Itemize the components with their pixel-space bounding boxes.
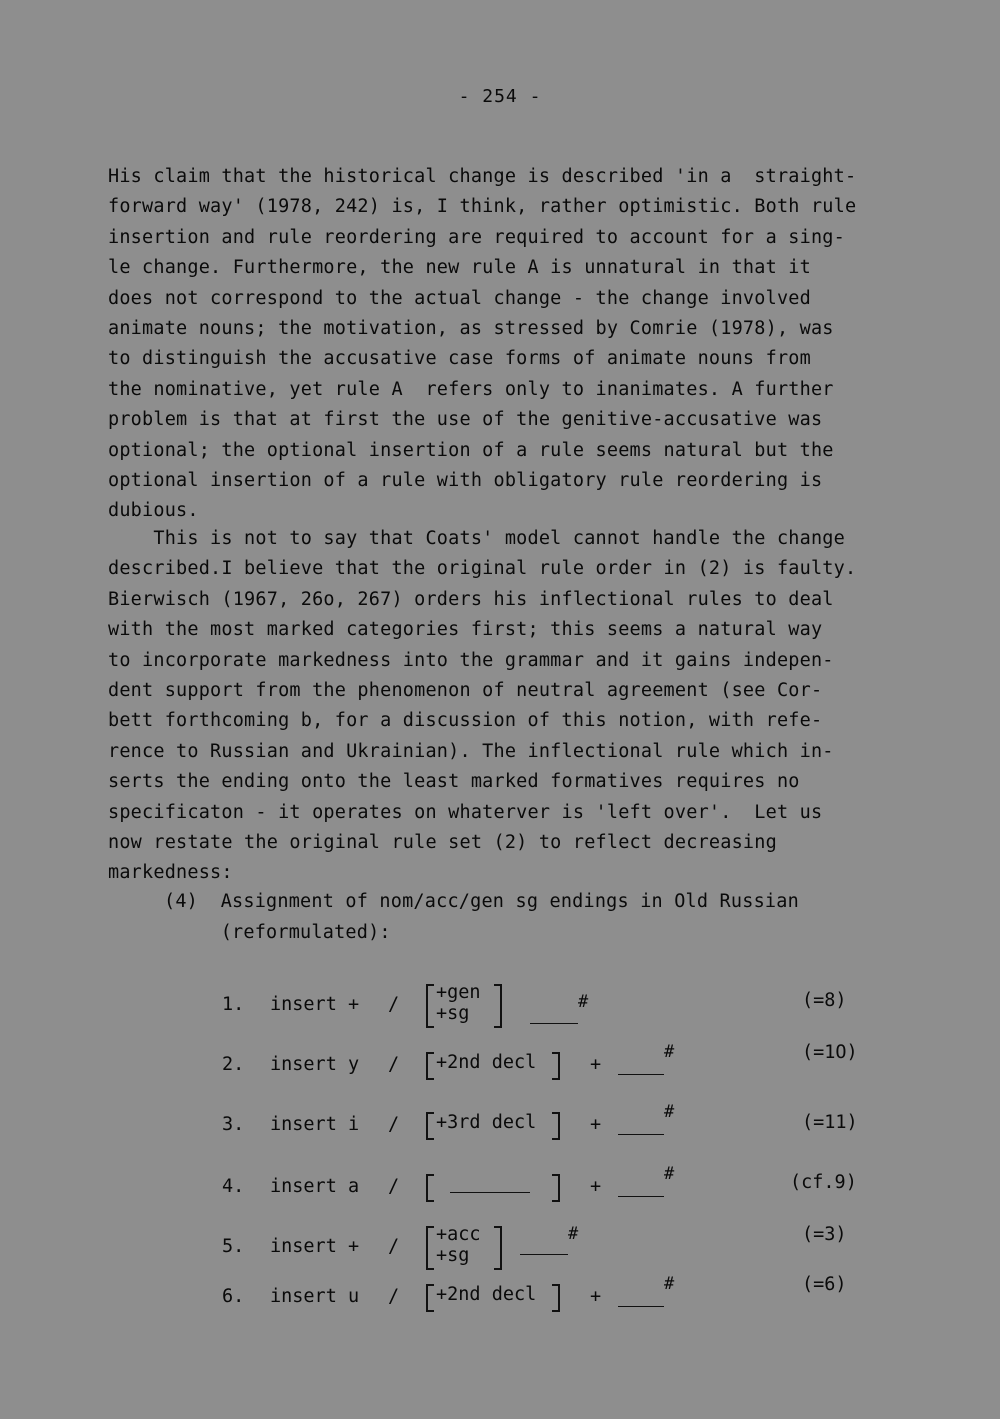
feature-value: +2nd decl (436, 1052, 537, 1073)
text-line: optional insertion of a rule with obligatory rule reordering is (108, 470, 823, 492)
rule-reference: (=11) (802, 1112, 858, 1133)
text-line: problem is that at first the use of the genitive-accusative was (108, 409, 823, 431)
plus-sign: + (590, 1114, 602, 1135)
text-line: animate nouns; the motivation, as stressed by Comrie (1978), was (108, 318, 834, 340)
rule-reference: (=1O) (802, 1042, 858, 1063)
blank-slot (618, 1196, 664, 1197)
text-line: rence to Russian and Ukrainian). The inflectional rule which in- (108, 740, 834, 762)
rule-slash: / (388, 1176, 400, 1197)
word-boundary: # (664, 1164, 675, 1184)
plus-sign: + (590, 1176, 602, 1197)
text-line: to distinguish the accusative case forms of animate nouns from (108, 348, 811, 370)
text-line: markedness: (108, 862, 233, 884)
paragraph-1 (108, 162, 908, 527)
rule-row (0, 982, 1000, 1042)
word-boundary: # (664, 1274, 675, 1294)
text-line: serts the ending onto the least marked formatives requires no (108, 771, 800, 793)
rule-number: 5. (222, 1236, 245, 1257)
word-boundary: # (578, 992, 589, 1012)
rule-insert: insert i (270, 1114, 360, 1135)
rule-slash: / (388, 994, 400, 1015)
rule-row (0, 1102, 1000, 1162)
text-line: to incorporate markedness into the grammar and it gains indepen- (108, 649, 834, 671)
text-line: optional; the optional insertion of a rule seems natural but the (108, 439, 834, 461)
rule-slash: / (388, 1236, 400, 1257)
feature-value: +acc (436, 1224, 481, 1245)
rule-insert: insert u (270, 1286, 360, 1307)
feature-value: +2nd decl (436, 1284, 537, 1305)
blank-slot (450, 1192, 530, 1193)
rule-insert: insert + (270, 994, 360, 1015)
text-line: specificaton - it operates on whaterver is 'left over'. Let us (108, 801, 823, 823)
text-line: described.I believe that the original rule order in (2) is faulty. (108, 558, 857, 580)
plus-sign: + (590, 1054, 602, 1075)
rule-slash: / (388, 1114, 400, 1135)
rule-reference: (=3) (802, 1224, 847, 1245)
text-line: dent support from the phenomenon of neutral agreement (see Cor- (108, 680, 823, 702)
text-line: now restate the original rule set (2) to reflect decreasing (108, 832, 777, 854)
feature-value: +sg (436, 1245, 470, 1266)
text-line: with the most marked categories first; this seems a natural way (108, 619, 823, 641)
paragraph-2 (108, 524, 908, 889)
rule-reference: (cf.9) (790, 1172, 857, 1193)
rule-row (0, 1162, 1000, 1222)
rule-insert: insert y (270, 1054, 360, 1075)
rule-number: 3. (222, 1114, 245, 1135)
rule-number: 1. (222, 994, 245, 1015)
text-line: Bierwisch (1967, 26o, 267) orders his inflectional rules to deal (108, 588, 834, 610)
blank-slot (618, 1074, 664, 1075)
blank-slot (618, 1134, 664, 1135)
rule-insert: insert a (270, 1176, 360, 1197)
plus-sign: + (590, 1286, 602, 1307)
example-heading (164, 886, 799, 948)
feature-value: +sg (436, 1003, 470, 1024)
rule-row (0, 1042, 1000, 1102)
word-boundary: # (664, 1042, 675, 1062)
rule-slash: / (388, 1286, 400, 1307)
text-line: dubious. (108, 500, 199, 522)
rule-row (0, 1222, 1000, 1282)
feature-value: +gen (436, 982, 481, 1003)
text-line: le change. Furthermore, the new rule A is unnatural in that it (108, 257, 811, 279)
rule-number: 2. (222, 1054, 245, 1075)
text-line: the nominative, yet rule A refers only to inanimates. A further (108, 378, 834, 400)
rule-reference: (=8) (802, 990, 847, 1011)
text-line: This is not to say that Coats' model cannot handle the change (108, 528, 845, 549)
feature-value: +3rd decl (436, 1112, 537, 1133)
text-line: insertion and rule reordering are required to account for a sing- (108, 226, 845, 248)
blank-slot (520, 1254, 568, 1255)
feature-bracket (426, 1174, 560, 1202)
rule-number: 6. (222, 1286, 245, 1307)
rule-number: 4. (222, 1176, 245, 1197)
blank-slot (530, 1023, 578, 1024)
blank-slot (618, 1306, 664, 1307)
text-line: does not correspond to the actual change - the change involved (108, 287, 811, 309)
rule-slash: / (388, 1054, 400, 1075)
text-line: bett forthcoming b, for a discussion of this notion, with refe- (108, 710, 823, 732)
text-line: His claim that the historical change is described 'in a straight- (108, 166, 857, 187)
rule-row (0, 1274, 1000, 1334)
example-subtitle: (reformulated): (164, 922, 391, 943)
page-number: - 254 - (458, 86, 542, 107)
word-boundary: # (664, 1102, 675, 1122)
example-title: (4) Assignment of nom/acc/gen sg endings in Old Russian (164, 891, 799, 912)
rule-insert: insert + (270, 1236, 360, 1257)
rule-reference: (=6) (802, 1274, 847, 1295)
word-boundary: # (568, 1224, 579, 1244)
text-line: forward way' (1978, 242) is, I think, rather optimistic. Both rule (108, 196, 857, 218)
